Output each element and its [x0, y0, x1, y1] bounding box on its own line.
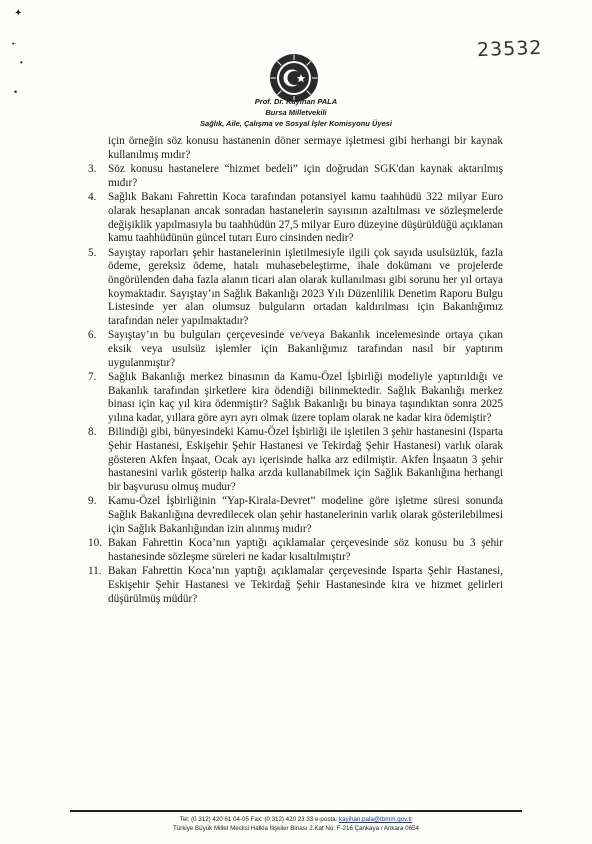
question-number: 8.	[88, 426, 97, 439]
scan-mark: •	[14, 87, 18, 97]
scan-mark: •	[20, 58, 23, 67]
footer	[0, 815, 592, 833]
scan-mark: •‧	[12, 41, 17, 48]
deputy-role: Bursa Milletvekili	[265, 108, 327, 117]
question-list	[88, 135, 503, 607]
question-number: 5.	[88, 246, 97, 259]
footer-divider	[70, 810, 522, 812]
question-item	[88, 371, 503, 425]
continuation-text: için örneğin söz konusu hastanenin döner sermaye işletmesi gibi herhangi bir kaynak kullanılmış mıdır?	[108, 135, 503, 161]
question-item	[88, 247, 503, 329]
question-text: Sağlık Bakanı Fahrettin Koca tarafından potansiyel kamu taahhüdü 322 milyar Euro olarak hesaplanan ancak sonradan hastanelerin sayısının azaltılması ve sözleşmelerde değişiklik yapılmasıyla bu taahhüdün 27,5 milyar Euro düzeyine düşürüldüğü açıklanan kamu taahhüdünün güncel tutarı Euro cinsinden nedir?	[108, 191, 503, 245]
question-text: Sayıştay’ın bu bulguları çerçevesinde ve/veya Bakanlık incelemesinde ortaya çıkan eksik veya usulsüz işlemler için Bakanlığımız tarafından nasıl bir yaptırım uygulanmıştır?	[108, 329, 503, 369]
question-item	[88, 191, 503, 245]
question-text: Bakan Fahrettin Koca’nın yaptığı açıklamalar çerçevesinde Isparta Şehir Hastanesi, Eskişehir Şehir Hastanesi ve Tekirdağ Şehir Hastanesinde kira ve hizmet gelirleri düşürülmüş müdür?	[108, 565, 503, 605]
handwritten-document-number: 23532	[476, 36, 543, 62]
question-text: Kamu-Özel İşbirliğinin “Yap-Kirala-Devret” modeline göre işletme süresi sonunda Sağlık Bakanlığına devredilecek olan şehir hastanelerinin varlık olarak gösterilebilmesi için Sağlık Bakanlığından izin alınmış mıdır?	[108, 495, 503, 535]
footer-email-link[interactable]: kayihan.pala@tbmm.gov.tr	[339, 816, 413, 823]
question-number: 6.	[88, 329, 97, 342]
committee-title: Sağlık, Aile, Çalışma ve Sosyal İşler Komisyonu Üyesi	[200, 119, 392, 128]
deputy-name: Prof. Dr. Kayıhan PALA	[254, 97, 338, 106]
question-text: Sayıştay raporları şehir hastanelerinin işletilmesiyle ilgili çok sayıda usulsüzlük, fazla ödeme, gereksiz ödeme, hatalı muhasebeleştirme, ihale dokümanı ve projelerde öngörülenden daha fazla alanın ticari alan olarak kullanılması gibi sorunu her yıl ortaya koymaktadır. Sayıştay’ın Sağlık Bakanlığı 2023 Yılı Düzenlilik Denetim Raporu Bulgu Listesinde yer alan olumsuz bulguların ortadan kaldırılması için Bakanlığımız tarafından neler yapılmaktadır?	[108, 246, 503, 327]
question-item	[88, 329, 503, 370]
footer-address: Türkiye Büyük Millet Meclisi Halkla İlişkiler Binası 2.Kat No: F-216 Çankaya / Ankara 0654	[173, 825, 419, 832]
question-item	[88, 163, 503, 190]
footer-phone-fax: Tel: (0 312) 420 61 04-05 Fax: (0 312) 420 23 33 e-posta:	[179, 816, 340, 823]
question-item	[88, 495, 503, 536]
question-text: Bilindiği gibi, bünyesindeki Kamu-Özel İşbirliği ile işletilen 3 şehir hastanesini (Isparta Şehir Hastanesi, Eskişehir Şehir Hastanesi ve Tekirdağ Şehir Hastanesi) varlık olarak gösteren Akfen İnşaat, Ocak ayı içerisinde halka arz edilmiştir. Akfen İnşaatın 3 şehir hastanesini varlık gösterip halka arzda kullanabilmek için Sağlık Bakanlığına herhangi bir başvurusu olmuş mudur?	[108, 426, 503, 493]
question-item	[88, 565, 503, 606]
question-text: Söz konusu hastanelere “hizmet bedeli” için doğrudan SGK'dan kaynak aktarılmış mıdır?	[108, 163, 503, 189]
question-text: Sağlık Bakanlığı merkez binasının da Kamu-Özel İşbirliği modeliyle yaptırıldığı ve Bakanlık tarafından şirketlere kira ödendiği bilinmektedir. Sağlık Bakanlığı merkez binası için kaç yıl kira ödenmiştir? Sağlık Bakanlığı bu binaya taşındıktan sonra 2025 yılına kadar, yıllara göre ayrı ayrı olmak üzere toplam olarak ne kadar kira ödemiştir?	[108, 371, 503, 424]
question-item	[88, 537, 503, 564]
question-number: 7.	[88, 371, 97, 384]
question-number: 10.	[88, 537, 102, 550]
footer-contact	[0, 815, 592, 824]
question-number: 3.	[88, 163, 97, 176]
question-number: 9.	[88, 495, 97, 508]
question-number: 4.	[88, 191, 97, 204]
question-number: 11.	[88, 565, 102, 578]
letterhead	[0, 96, 592, 129]
question-item	[88, 426, 503, 494]
scan-mark: ✦	[14, 8, 23, 19]
question-text: Bakan Fahrettin Koca’nın yaptığı açıklamalar çerçevesinde söz konusu bu 3 şehir hastanesinde sözleşme süreleri ne kadar kısaltılmıştır?	[108, 537, 503, 563]
